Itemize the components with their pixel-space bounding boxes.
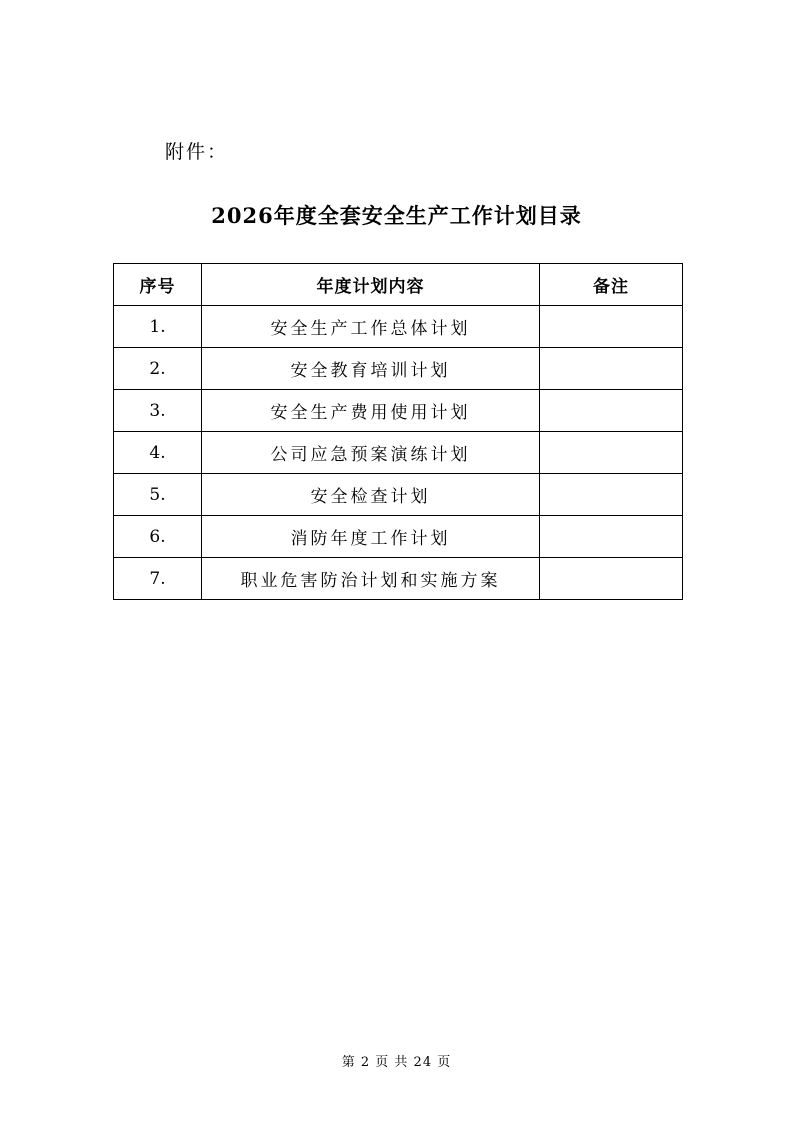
table-row: [114, 474, 683, 516]
row-remark: [540, 474, 683, 516]
row-content: 安全生产费用使用计划: [202, 390, 540, 432]
row-number: 4.: [114, 432, 202, 474]
table-row: [114, 432, 683, 474]
table-row: [114, 390, 683, 432]
table-row: [114, 516, 683, 558]
table-row: [114, 558, 683, 600]
row-number: 2.: [114, 348, 202, 390]
table-row: [114, 348, 683, 390]
table-row: [114, 306, 683, 348]
row-number: 6.: [114, 516, 202, 558]
header-remark: 备注: [540, 264, 683, 306]
row-content: 安全教育培训计划: [202, 348, 540, 390]
row-remark: [540, 348, 683, 390]
header-content: 年度计划内容: [202, 264, 540, 306]
row-remark: [540, 390, 683, 432]
row-remark: [540, 558, 683, 600]
table-header-row: [114, 264, 683, 306]
row-remark: [540, 516, 683, 558]
row-number: 5.: [114, 474, 202, 516]
row-remark: [540, 306, 683, 348]
row-content: 公司应急预案演练计划: [202, 432, 540, 474]
row-content: 安全检查计划: [202, 474, 540, 516]
row-number: 3.: [114, 390, 202, 432]
page-number-footer: 第 2 页 共 24 页: [341, 1055, 452, 1070]
row-number: 7.: [114, 558, 202, 600]
document-title: 2026年度全套安全生产工作计划目录: [211, 203, 582, 228]
row-content: 职业危害防治计划和实施方案: [202, 558, 540, 600]
row-remark: [540, 432, 683, 474]
header-number: 序号: [114, 264, 202, 306]
row-content: 安全生产工作总体计划: [202, 306, 540, 348]
plan-directory-table: [113, 263, 683, 600]
row-number: 1.: [114, 306, 202, 348]
row-content: 消防年度工作计划: [202, 516, 540, 558]
attachment-label: 附件：: [165, 141, 229, 163]
